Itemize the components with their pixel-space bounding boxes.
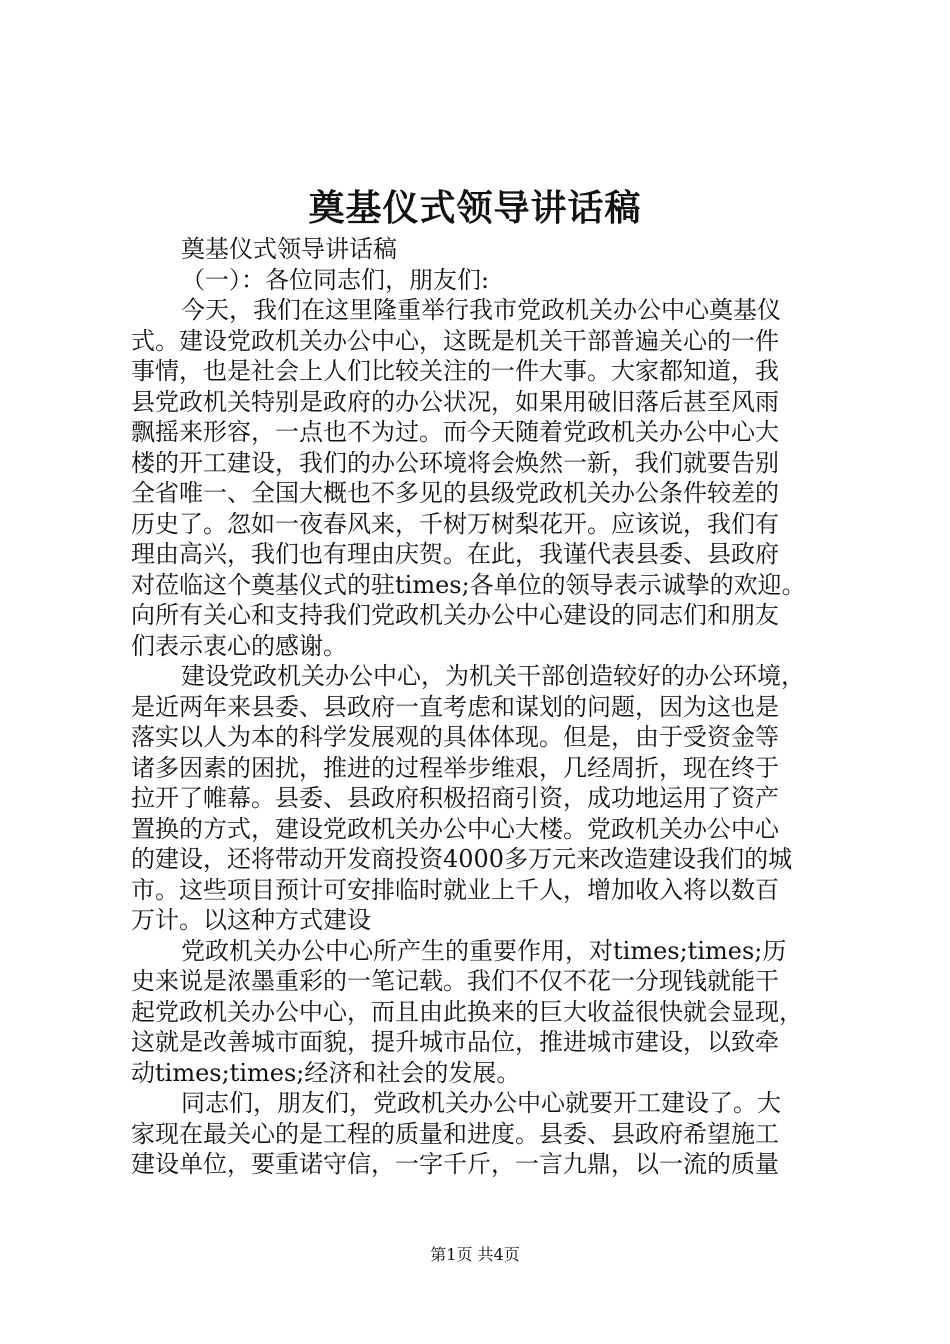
paragraph-line: 飘摇来形容，一点也不为过。而今天随着党政机关办公中心大 (131, 418, 779, 446)
paragraph-line: 置换的方式，建设党政机关办公中心大楼。党政机关办公中心 (131, 814, 779, 843)
paragraph-line: 建设党政机关办公中心，为机关干部创造较好的办公环境， (181, 662, 805, 690)
paragraph-line: 拉开了帷幕。县委、县政府积极招商引资，成功地运用了资产 (131, 784, 779, 812)
paragraph-line: 动times;times;经济和社会的发展。 (131, 1058, 521, 1087)
paragraph-line: 史来说是浓墨重彩的一笔记载。我们不仅不花一分现钱就能干 (131, 967, 779, 995)
document-title: 奠基仪式领导讲话稿 (308, 187, 642, 229)
paragraph-line: 县党政机关特别是政府的办公状况，如果用破旧落后甚至风雨 (131, 387, 779, 416)
paragraph-line: 对莅临这个奠基仪式的驻times;各单位的领导表示诚挚的欢迎。 (131, 570, 806, 599)
paragraph-line: 同志们，朋友们，党政机关办公中心就要开工建设了。大 (181, 1089, 781, 1117)
paragraph-line: 历史了。忽如一夜春风来，千树万树梨花开。应该说，我们有 (131, 509, 779, 538)
document-body (131, 234, 831, 1180)
paragraph-line: 市。这些项目预计可安排临时就业上千人，增加收入将以数百 (131, 875, 779, 904)
paragraph-line: 式。建设党政机关办公中心，这既是机关干部普遍关心的一件 (131, 326, 779, 355)
paragraph-line: 全省唯一、全国大概也不多见的县级党政机关办公条件较差的 (131, 479, 779, 507)
paragraph-line: 建设单位，要重诺守信，一字千斤，一言九鼎，以一流的质量 (131, 1150, 779, 1178)
paragraph-line: 今天，我们在这里隆重举行我市党政机关办公中心奠基仪 (181, 296, 781, 324)
paragraph-line: 事情，也是社会上人们比较关注的一件大事。大家都知道，我 (131, 357, 779, 385)
paragraph-line: 向所有关心和支持我们党政机关办公中心建设的同志们和朋友 (131, 601, 779, 629)
paragraph-line: 这就是改善城市面貌，提升城市品位，推进城市建设，以致牵 (131, 1028, 779, 1056)
paragraph-line: 理由高兴，我们也有理由庆贺。在此，我谨代表县委、县政府 (131, 540, 779, 568)
paragraph-line: 诸多因素的困扰，推进的过程举步维艰，几经周折，现在终于 (131, 753, 779, 782)
paragraph-line: 党政机关办公中心所产生的重要作用，对times;times;历 (181, 936, 787, 965)
paragraph-line: 起党政机关办公中心，而且由此换来的巨大收益很快就会显现， (131, 997, 803, 1026)
paragraph-line: 是近两年来县委、县政府一直考虑和谋划的问题，因为这也是 (131, 692, 779, 721)
paragraph-line: 楼的开工建设，我们的办公环境将会焕然一新，我们就要告别 (131, 448, 779, 477)
paragraph-line: 万计。以这种方式建设 (131, 906, 371, 934)
paragraph-line: 的建设，还将带动开发商投资4000多万元来改造建设我们的城 (131, 845, 793, 873)
paragraph-line: 们表示衷心的感谢。 (131, 631, 347, 660)
paragraph-line: 落实以人为本的科学发展观的具体体现。但是，由于受资金等 (131, 723, 779, 751)
salutation-line: （一）：各位同志们，朋友们: (181, 265, 490, 294)
page-footer: 第1页 共4页 (430, 1245, 520, 1264)
subtitle-line: 奠基仪式领导讲话稿 (181, 235, 397, 263)
paragraph-line: 家现在最关心的是工程的质量和进度。县委、县政府希望施工 (131, 1119, 779, 1148)
